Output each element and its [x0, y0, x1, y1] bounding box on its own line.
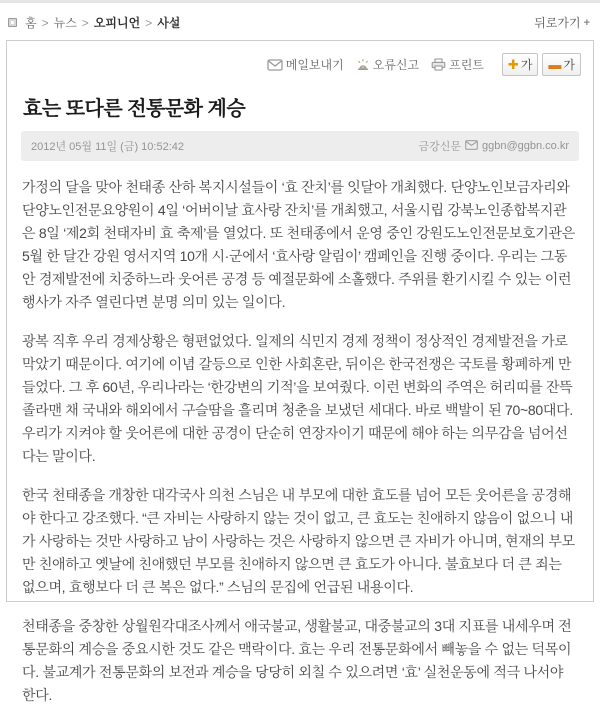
breadcrumb-separator: >	[145, 15, 153, 30]
article-paragraph: 천태종을 중창한 상월원각대조사께서 애국불교, 생활불교, 대중불교의 3대 지표를 내세우며 전통문화의 계승을 중요시한 것도 같은 맥락이다. 효는 우리 전통문화에서 빼놓을 수 없는 덕목이다. 불교계가 전통문화의 보전과 계승을 당당히 외칠 수 있으려면 ‘효’ 실천운동에 적극 나서야 한다.	[22, 618, 572, 703]
article-email-link[interactable]: ggbn@ggbn.co.kr	[481, 140, 569, 152]
breadcrumb-separator: >	[81, 15, 89, 30]
article-source: 금강신문	[418, 141, 461, 153]
breadcrumb-editorial[interactable]: 사설	[157, 16, 181, 30]
printer-icon	[431, 58, 446, 71]
minus-icon: ▬	[548, 57, 562, 72]
back-button[interactable]	[534, 14, 590, 31]
article-container	[6, 40, 594, 703]
home-bullet-icon	[8, 18, 17, 27]
font-decrease-label: 가	[563, 58, 575, 72]
breadcrumb-row	[0, 3, 600, 40]
breadcrumb-opinion[interactable]: 오피니언	[93, 16, 141, 30]
email-icon	[465, 140, 478, 153]
breadcrumb-separator: >	[41, 15, 49, 30]
article-date: 2012년 05월 11일 (금) 10:52:42	[31, 141, 184, 153]
article-toolbar	[7, 41, 593, 80]
error-report-button[interactable]	[356, 56, 419, 73]
back-plus-icon: +	[583, 16, 590, 29]
breadcrumb-news[interactable]: 뉴스	[53, 16, 77, 30]
error-label: 오류신고	[372, 58, 420, 72]
print-button[interactable]	[431, 56, 484, 73]
mail-label: 메일보내기	[285, 58, 344, 72]
article-meta-bar	[21, 131, 579, 161]
article-paragraph: 한국 천태종을 개창한 대각국사 의천 스님은 내 부모에 대한 효도를 넘어 모든 웃어른을 공경해야 한다고 강조했다. “큰 자비는 사랑하지 않는 것이 없고, 큰 효도는 친애하지 않음이 없으니 내가 사랑하는 것만 사랑하고 남이 사랑하는 것은 사랑하지 않으면 큰 자비가 아니며, 현재의 부모만 친애하고 옛날에 친애했던 부모를 친애하지 않으면 큰 효도가 아니다. 불효보다 더 큰 죄는 없으며, 효행보다 더 큰 복은 없다.” 스님의 문집에 언급된 내용이다.	[22, 487, 575, 595]
breadcrumb	[8, 14, 180, 31]
article-body	[22, 176, 578, 707]
send-mail-button[interactable]	[267, 56, 344, 73]
breadcrumb-home[interactable]: 홈	[25, 16, 37, 30]
print-label: 프린트	[449, 58, 484, 72]
font-decrease-button[interactable]	[542, 53, 581, 76]
article-title: 효는 또다른 전통문화 계승	[23, 98, 246, 120]
font-size-controls	[502, 53, 581, 76]
back-label: 뒤로가기	[534, 16, 581, 30]
plus-icon: ✚	[507, 57, 519, 72]
article-byline	[418, 138, 569, 154]
article-paragraph: 광복 직후 우리 경제상황은 형편없었다. 일제의 식민지 경제 정책이 정상적인 경제발전을 가로막았기 때문이다. 여기에 이념 갈등으로 인한 사회혼란, 뒤이은 한국전쟁은 국토를 황폐하게 만들었다. 그 후 60년, 우리나라는 ‘한강변의 기적’을 보여줬다. 이런 변화의 주역은 허리띠를 잔뜩 졸라맨 채 국내와 해외에서 구슬땀을 흘리며 청춘을 보냈던 세대다. 바로 백발이 된 70~80대다. 우리가 지켜야 할 웃어른에 대한 공경이 단순히 연장자이기 때문에 해야 하는 의무감을 넘어선다는 말이다.	[22, 333, 573, 464]
font-increase-label: 가	[520, 58, 533, 72]
siren-icon	[356, 58, 370, 71]
article-paragraph: 가정의 달을 맞아 천태종 산하 복지시설들이 ‘효 잔치’를 잇달아 개최했다. 단양노인보금자리와 단양노인전문요양원이 4일 ‘어버이날 효사랑 잔치’를 개최했고, 서울시립 강북노인종합복지관은 8일 ‘제2회 천태자비 효 축제’를 열었다. 또 천태종에서 운영 중인 강원도노인전문보호기관은 5월 한 달간 강원 영서지역 10개 시·군에서 ‘효사랑 알림이’ 캠페인을 진행 중이다. 우리는 그동안 경제발전에 치중하느라 웃어른 공경 등 예절문화에 소홀했다. 주위를 환기시킬 수 있는 이런 행사가 자주 열린다면 분명 의미 있는 일이다.	[22, 179, 575, 310]
font-increase-button[interactable]	[502, 53, 539, 76]
mail-icon	[267, 59, 283, 71]
